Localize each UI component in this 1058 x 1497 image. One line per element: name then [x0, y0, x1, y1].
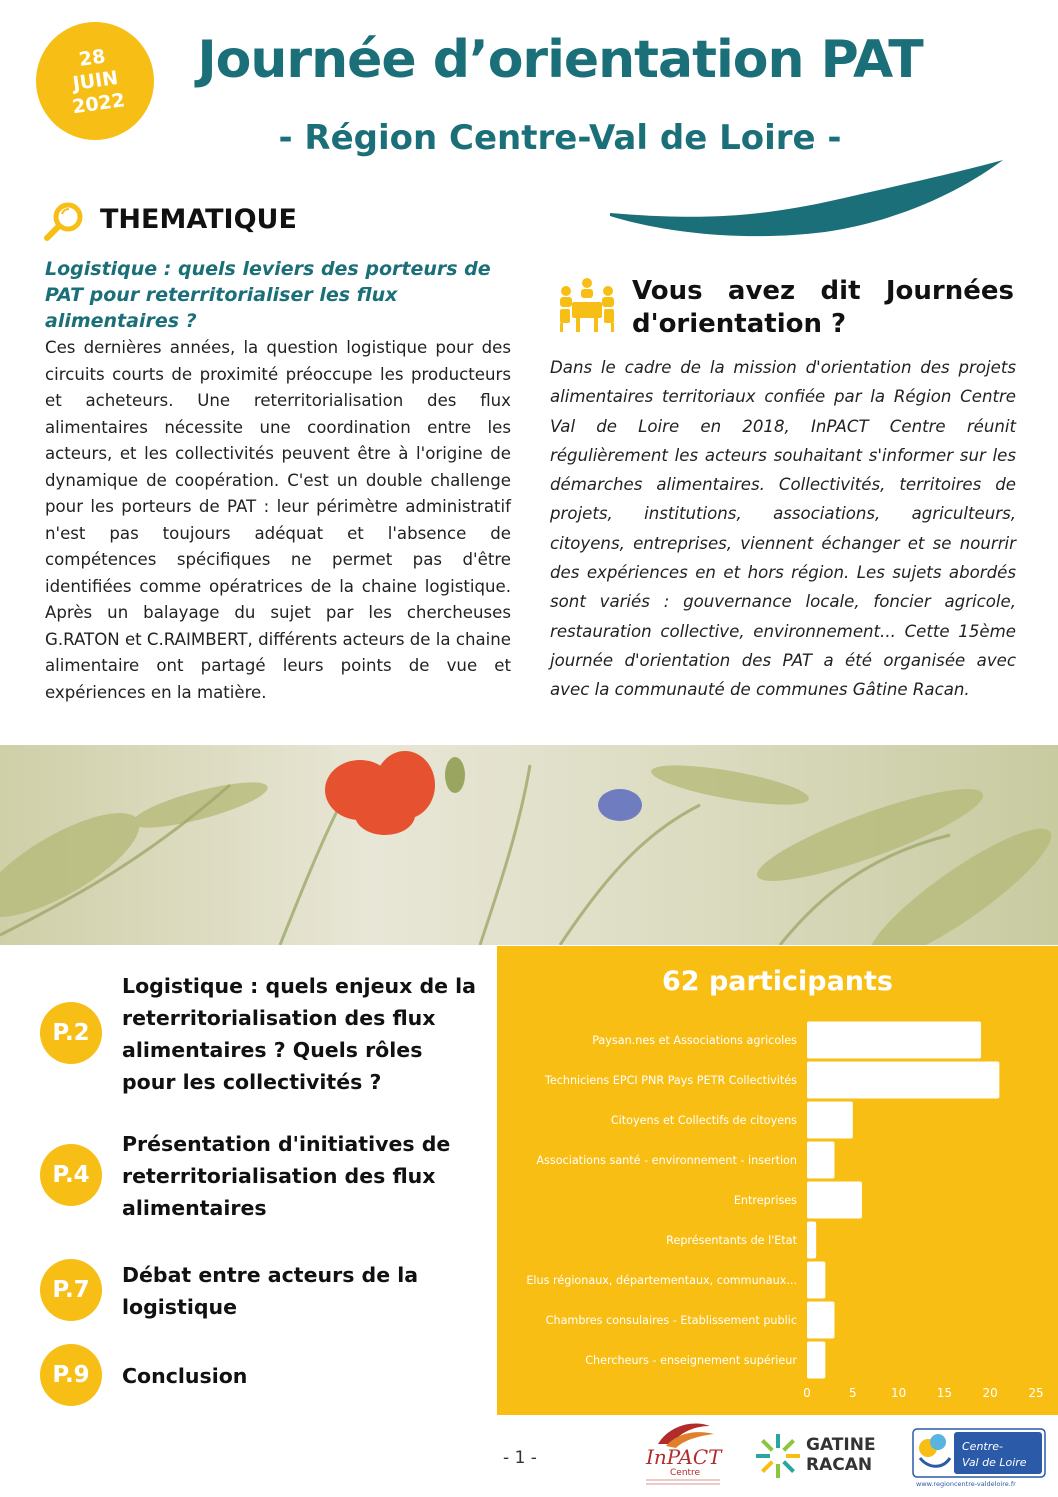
- bar: [807, 1102, 853, 1139]
- bar: [807, 1022, 981, 1059]
- poppy-field-photo: [0, 745, 1058, 945]
- svg-text:Centre: Centre: [670, 1468, 701, 1478]
- page-badge: P.2: [40, 1002, 102, 1064]
- region-url: www.regioncentre-valdeloire.fr: [916, 1480, 1016, 1488]
- bar: [807, 1142, 834, 1179]
- gatine-text: GATINE: [806, 1435, 876, 1455]
- category-label: Citoyens et Collectifs de citoyens: [610, 1114, 797, 1127]
- date-day: 28: [77, 44, 107, 71]
- region-line1: Centre-: [962, 1440, 1003, 1453]
- x-tick-label: 5: [848, 1386, 857, 1400]
- category-label: Techniciens EPCI PNR Pays PETR Collectivités: [544, 1074, 797, 1087]
- category-label: Représentants de l'Etat: [666, 1234, 797, 1247]
- page-badge: P.4: [40, 1144, 102, 1206]
- region-centre-logo: [912, 1428, 1046, 1488]
- category-label: Paysan.nes et Associations agricoles: [592, 1034, 797, 1047]
- x-tick-label: 0: [803, 1386, 811, 1400]
- category-label: Associations santé - environnement - insertion: [536, 1154, 797, 1167]
- toc-text: Débat entre acteurs de la logistique: [122, 1263, 419, 1319]
- toc-text: Présentation d'initiatives de reterritorialisation des flux alimentaires: [122, 1132, 451, 1220]
- category-label: Chambres consulaires - Etablissement public: [545, 1314, 797, 1327]
- category-label: Elus régionaux, départementaux, communaux...: [526, 1274, 797, 1287]
- participants-bar-chart: [497, 946, 1058, 1415]
- bar: [807, 1222, 816, 1259]
- chart-title: 62 participants: [661, 966, 893, 997]
- page-subtitle: - Région Centre-Val de Loire -: [278, 118, 842, 158]
- inpact-logo: [640, 1418, 726, 1488]
- orientation-body: Dans le cadre de la mission d'orientation des projets alimentaires territoriaux confiée par la Région Centre Val de Loire en 2018, InPACT Centre réunit régulièrement les acteurs souhaitant s'informer sur les démarches alimentaires. Collectivités, territoires de projets, institutions, associations, agriculteurs, citoyens, entreprises, viennent échanger et se nourrir des expériences en et hors région. Les sujets abordés sont variés : gouvernance locale, foncier agricole, restauration collective, environnement... Cette 15ème journée d'orientation des PAT a été organisée avec avec la communauté de communes Gâtine Racan.: [550, 358, 1016, 700]
- date-month: JUIN: [70, 66, 119, 95]
- page-badge: P.9: [40, 1344, 102, 1406]
- bar: [807, 1342, 825, 1379]
- thematique-body: Ces dernières années, la question logistique pour des circuits courts de proximité préoccupe les producteurs et acheteurs. Une reterritorialisation des flux alimentaires nécessite une coordination entre les acteurs, et les collectivités peuvent être à l'origine de dynamique de coopération. C'est un double challenge pour les porteurs de PAT : leur périmètre administratif n'est pas toujours adéquat et l'absence de compétences spécifiques ne permet pas d'être identifiées comme opératrices de la chaine logistique. Après un balayage du sujet par les chercheuses G.RATON et C.RAIMBERT, différents acteurs de la chaine alimentaire ont partagé leurs points de vue et expériences en la matière.: [45, 338, 511, 702]
- x-tick-label: 25: [1028, 1386, 1044, 1400]
- racan-text: RACAN: [806, 1455, 873, 1475]
- magnifier-icon: [42, 200, 86, 244]
- bar: [807, 1182, 862, 1219]
- toc-item-p2[interactable]: [40, 974, 477, 1094]
- page-title: Journée d’orientation PAT: [197, 30, 923, 90]
- toc-text: Logistique : quels enjeux de la reterritorialisation des flux alimentaires ? Quels rôles pour les collectivités ?: [122, 974, 477, 1094]
- toc-item-p7[interactable]: [40, 1259, 419, 1321]
- toc-item-p4[interactable]: [40, 1132, 451, 1220]
- decorative-wave: [605, 158, 1005, 243]
- bar: [807, 1062, 999, 1099]
- toc-item-p9[interactable]: [40, 1344, 248, 1406]
- category-label: Chercheurs - enseignement supérieur: [585, 1354, 797, 1367]
- gatine-racan-logo: [752, 1428, 887, 1484]
- x-tick-label: 15: [936, 1386, 953, 1400]
- category-label: Entreprises: [733, 1194, 797, 1207]
- date-badge: [36, 22, 154, 140]
- thematique-question: Logistique : quels leviers des porteurs de PAT pour reterritorialiser les flux alimentaires ?: [45, 258, 491, 332]
- bar: [807, 1302, 834, 1339]
- x-tick-label: 10: [890, 1386, 907, 1400]
- thematique-heading: THEMATIQUE: [100, 204, 297, 235]
- page-number: - 1 -: [503, 1448, 537, 1468]
- svg-text:InPACT: InPACT: [646, 1445, 722, 1469]
- x-tick-label: 20: [982, 1386, 998, 1400]
- toc-text: Conclusion: [122, 1364, 248, 1388]
- orientation-heading: Vous avez dit Journées d'orientation ?: [632, 276, 1014, 339]
- bar: [807, 1262, 825, 1299]
- date-year: 2022: [70, 88, 126, 118]
- region-line2: Val de Loire: [962, 1456, 1027, 1469]
- page-badge: P.7: [40, 1259, 102, 1321]
- people-meeting-icon: [556, 276, 618, 334]
